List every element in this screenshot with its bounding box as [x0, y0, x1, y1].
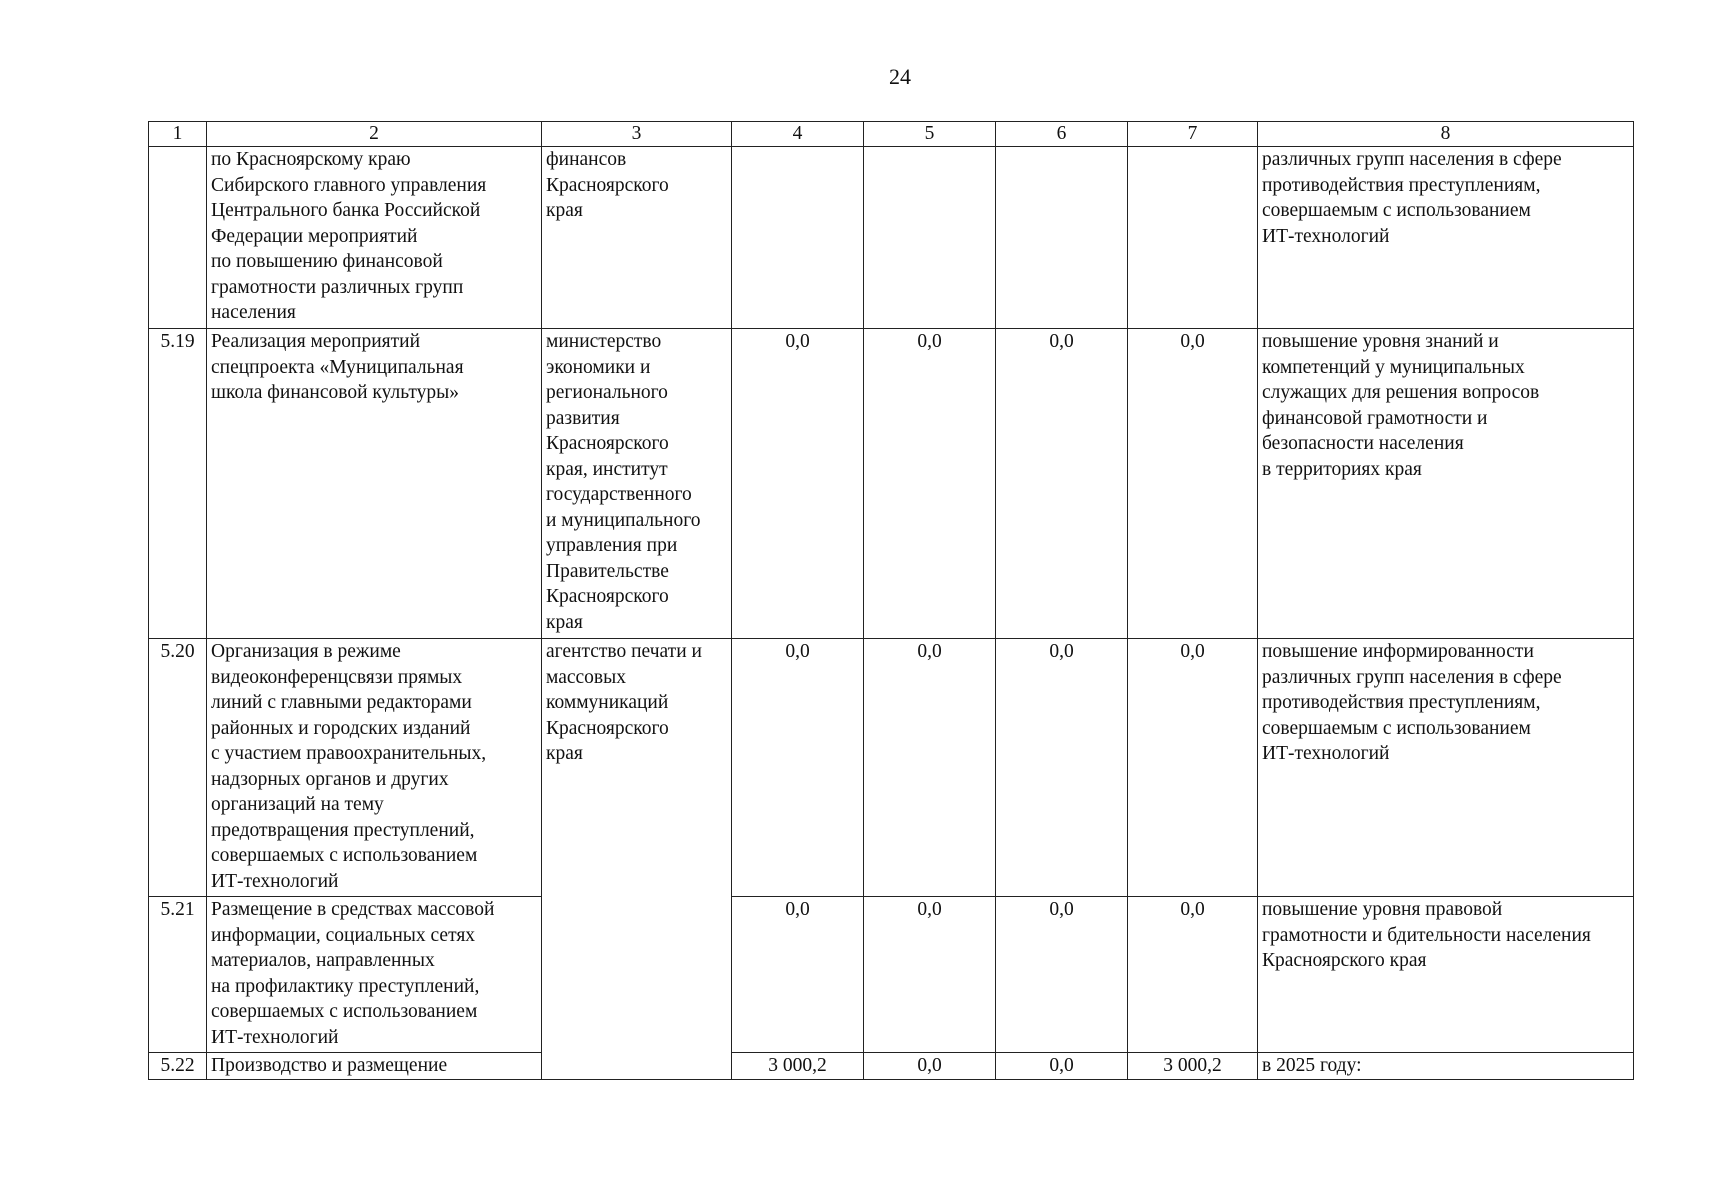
table-row	[149, 147, 1634, 329]
column-number-row	[149, 122, 1634, 147]
value-col-6: 0,0	[996, 329, 1128, 639]
header-cell: 2	[207, 122, 542, 147]
header-cell: 4	[732, 122, 864, 147]
executor: министерство экономики и регионального развития Красноярского края, институт государственного и муниципального управления при Правительстве Красноярского края	[542, 329, 732, 639]
value-col-6: 0,0	[996, 639, 1128, 897]
header-cell: 8	[1258, 122, 1634, 147]
row-number: 5.22	[149, 1053, 207, 1080]
value-col-7	[1128, 147, 1258, 329]
value-col-5	[864, 147, 996, 329]
table-row	[149, 897, 1634, 1053]
value-col-6: 0,0	[996, 1053, 1128, 1080]
expected-result: в 2025 году:	[1258, 1053, 1634, 1080]
measure-name: Организация в режиме видеоконференцсвязи прямых линий с главными редакторами районных и городских изданий с участием правоохранительных, надзорных органов и других организаций на тему предотвращения преступлений, совершаемых с использованием ИТ-технологий	[207, 639, 542, 897]
table-row	[149, 329, 1634, 639]
value-col-4: 0,0	[732, 639, 864, 897]
value-col-5: 0,0	[864, 897, 996, 1053]
row-number: 5.19	[149, 329, 207, 639]
header-cell: 5	[864, 122, 996, 147]
measure-name: Производство и размещение	[207, 1053, 542, 1080]
expected-result: повышение уровня правовой грамотности и бдительности населения Красноярского края	[1258, 897, 1634, 1053]
value-col-4	[732, 147, 864, 329]
value-col-7: 0,0	[1128, 639, 1258, 897]
value-col-6: 0,0	[996, 897, 1128, 1053]
measure-name: Реализация мероприятий спецпроекта «Муниципальная школа финансовой культуры»	[207, 329, 542, 639]
row-number	[149, 147, 207, 329]
value-col-5: 0,0	[864, 1053, 996, 1080]
measure-name: по Красноярскому краю Сибирского главного управления Центрального банка Российской Федерации мероприятий по повышению финансовой грамотности различных групп населения	[207, 147, 542, 329]
executor: агентство печати и массовых коммуникаций Красноярского края	[542, 639, 732, 1080]
measure-name: Размещение в средствах массовой информации, социальных сетях материалов, направленных на профилактику преступлений, совершаемых с использованием ИТ-технологий	[207, 897, 542, 1053]
value-col-5: 0,0	[864, 639, 996, 897]
header-cell: 1	[149, 122, 207, 147]
program-table	[148, 121, 1634, 1080]
value-col-4: 0,0	[732, 329, 864, 639]
row-number: 5.20	[149, 639, 207, 897]
page-number: 24	[889, 64, 911, 89]
header-cell: 3	[542, 122, 732, 147]
table-row	[149, 639, 1634, 897]
expected-result: повышение уровня знаний и компетенций у муниципальных служащих для решения вопросов финансовой грамотности и безопасности населения в территориях края	[1258, 329, 1634, 639]
value-col-7: 0,0	[1128, 897, 1258, 1053]
expected-result: повышение информированности различных групп населения в сфере противодействия преступлениям, совершаемым с использованием ИТ-технологий	[1258, 639, 1634, 897]
header-cell: 6	[996, 122, 1128, 147]
expected-result: различных групп населения в сфере противодействия преступлениям, совершаемым с использованием ИТ-технологий	[1258, 147, 1634, 329]
value-col-7: 3 000,2	[1128, 1053, 1258, 1080]
executor: финансов Красноярского края	[542, 147, 732, 329]
value-col-6	[996, 147, 1128, 329]
table-row	[149, 1053, 1634, 1080]
value-col-4: 0,0	[732, 897, 864, 1053]
value-col-4: 3 000,2	[732, 1053, 864, 1080]
header-cell: 7	[1128, 122, 1258, 147]
value-col-5: 0,0	[864, 329, 996, 639]
row-number: 5.21	[149, 897, 207, 1053]
value-col-7: 0,0	[1128, 329, 1258, 639]
